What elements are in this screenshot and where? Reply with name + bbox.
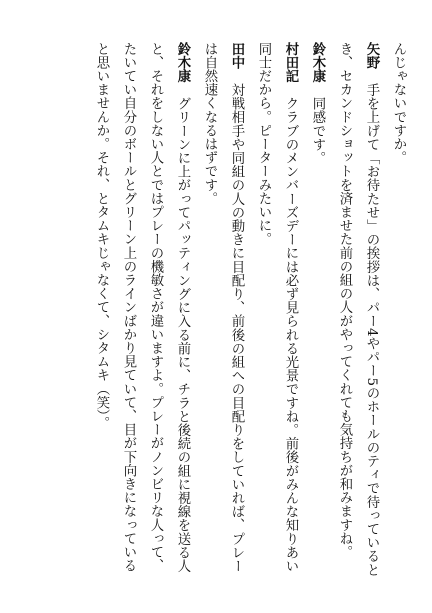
dialogue-line: 手を上げて「お待たせ」の挨拶は、パー4やパー5のホールのティで待っているとき、セカンドショットを済ませた前の組の人がやってくれても気持ちが和みますね。 (337, 42, 379, 577)
dialogue-speaker: 矢野 (364, 42, 379, 70)
dialogue-paragraph (331, 42, 385, 582)
dialogue-speaker: 鈴木康 (310, 42, 325, 83)
dialogue-line: グリーンに上がってパッティングに入る前に、チラと後続の組に視線を送る人と、それをしない人とではプレーの機敏さが違いますよ。プレーがノンビリな人って、たいてい自分のボールとグリーン上のラインばかり見ていて、目が下向きになっていると思いませんか。それ、とタムキじゃなくて、シタムキ（笑）。 (94, 42, 190, 573)
dialogue-speaker: 田中 (229, 42, 244, 70)
dialogue-line: 同感です。 (310, 96, 325, 165)
dialogue-line: 対戦相手や同組の人の動きに目配り、前後の組への目配りをしていれば、プレーは自然速くなるはずです。 (202, 42, 244, 573)
dialogue-paragraph (196, 42, 250, 582)
dialogue-line: んじゃないですか。 (391, 42, 406, 165)
dialogue-text (22, 42, 412, 582)
dialogue-paragraph (385, 42, 412, 582)
dialogue-paragraph (250, 42, 304, 582)
dialogue-speaker: 村田記 (283, 42, 298, 83)
dialogue-speaker: 鈴木康 (175, 42, 190, 83)
dialogue-line: クラブのメンバーズデーには必ず見られる光景ですね。前後がみんな知りあい同士だから。ピーターみたいに。 (256, 42, 298, 573)
dialogue-paragraph (304, 42, 331, 582)
dialogue-paragraph (88, 42, 196, 582)
